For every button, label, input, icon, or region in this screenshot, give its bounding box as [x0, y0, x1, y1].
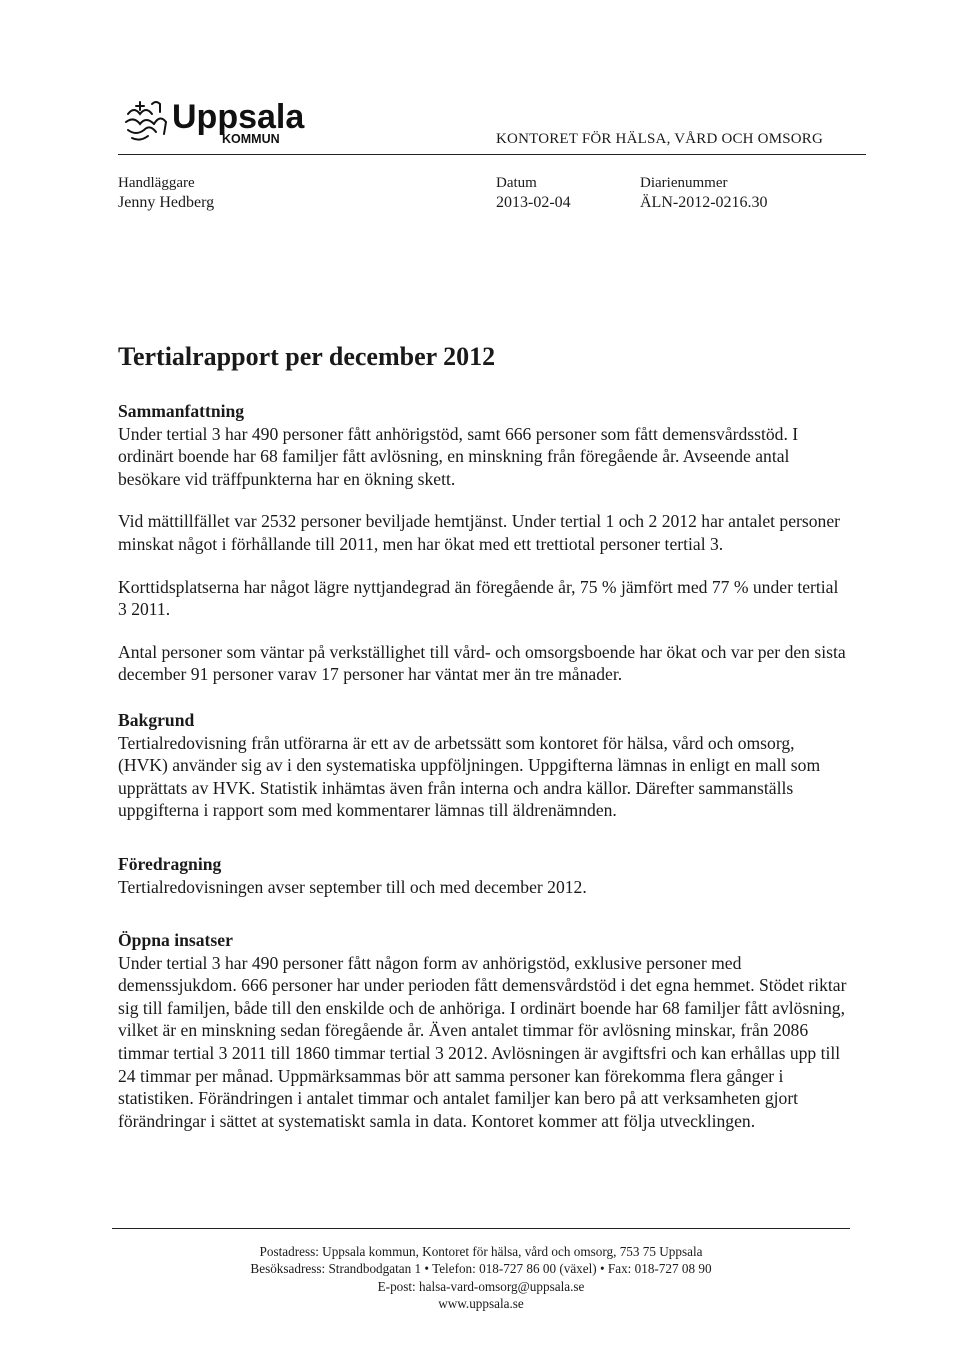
open-services-heading: Öppna insatser [118, 930, 233, 951]
registry-label: Diarienummer [640, 175, 728, 191]
header-divider [118, 154, 866, 155]
registry-block [640, 173, 768, 213]
logo-wordmark: Uppsala [172, 98, 305, 136]
date-label: Datum [496, 175, 537, 191]
summary-paragraph-2: Vid mättillfället var 2532 personer beviljade hemtjänst. Under tertial 1 och 2 2012 har antalet personer minskat något i förhållande till 2011, men har ökat med ett trettiotal personer tertial 3. [118, 511, 841, 554]
date-block [496, 173, 571, 213]
summary-heading: Sammanfattning [118, 401, 245, 421]
uppsala-kommun-logo [118, 94, 318, 146]
footer-divider [112, 1228, 850, 1229]
handler-value: Jenny Hedberg [118, 194, 215, 211]
background-paragraph: Tertialredovisning från utförarna är ett av de arbetssätt som kontoret för hälsa, vård och omsorg, (HVK) använder sig av i den systematiska uppföljningen. Uppgifterna lämnas in enligt en mall som upprättats av HVK. Statistik inhämtas även från interna och andra källor. Därefter sammanställs uppgifterna i rapport som med kommentarer lämnas till äldrenämnden. [118, 732, 821, 821]
presentation-paragraph: Tertialredovisningen avser september till och med december 2012. [118, 876, 587, 897]
coat-of-arms-icon [118, 94, 318, 146]
footer-email: E-post: halsa-vard-omsorg@uppsala.se [377, 1278, 585, 1294]
footer-visiting-address: Besöksadress: Strandbodgatan 1 • Telefon: 018-727 86 00 (växel) • Fax: 018-727 08 90 [250, 1261, 712, 1277]
summary-paragraph-3: Korttidsplatserna har något lägre nyttjandegrad än föregående år, 75 % jämfört med 77 % under tertial 3 2011. [118, 576, 839, 620]
footer-postal-address: Postadress: Uppsala kommun, Kontoret för hälsa, vård och omsorg, 753 75 Uppsala [259, 1244, 703, 1259]
department-name: KONTORET FÖR HÄLSA, VÅRD OCH OMSORG [496, 131, 824, 147]
summary-paragraph-4: Antal personer som väntar på verkställighet till vård- och omsorgsboende har ökat och var per den sista december 91 personer varav 17 personer har väntat mer än tre månader. [118, 641, 846, 685]
background-heading: Bakgrund [118, 709, 195, 730]
date-value: 2013-02-04 [496, 194, 571, 211]
handler-block [118, 173, 214, 213]
handler-label: Handläggare [118, 175, 195, 191]
open-services-paragraph: Under tertial 3 har 490 personer fått någon form av anhörigstöd, exklusive personer med demenssjukdom. 666 personer har under perioden fått demensvårdstöd i det egna hemmet. Stödet riktar sig till familjen, både till den enskilde och de anhöriga. I ordinärt boende har 68 familjer fått avlösning, vilket är en minskning sedan föregående år. Även antalet timmar för avlösning minskar, från 2086 timmar tertial 3 2011 till 1860 timmar tertial 3 2012. Avlösningen är avgiftsfri och kan erhållas upp till 24 timmar per månad. Uppmärksammas bör att samma personer kan förekomma flera gånger i statistiken. Förändringen i antalet timmar och antalet familjer kan bero på att verksamheten gjort förändringar i sättet at systematiskt samla in data. Kontoret kommer att följa utvecklingen. [118, 952, 847, 1131]
footer-website: www.uppsala.se [438, 1296, 524, 1312]
logo-subtext: KOMMUN [222, 132, 280, 146]
report-body [118, 340, 848, 1132]
summary-paragraph-1: Under tertial 3 har 490 personer fått anhörigstöd, samt 666 personer som fått demensvårdsstöd. I ordinärt boende har 68 familjer fått avlösning, en minskning från föregående år. Avseende antal besökare vid träffpunkterna har en ökning skett. [118, 423, 799, 489]
footer [112, 1243, 850, 1313]
presentation-heading: Föredragning [118, 853, 222, 874]
registry-value: ÄLN-2012-0216.30 [640, 194, 768, 211]
document-title: Tertialrapport per december 2012 [118, 342, 496, 371]
